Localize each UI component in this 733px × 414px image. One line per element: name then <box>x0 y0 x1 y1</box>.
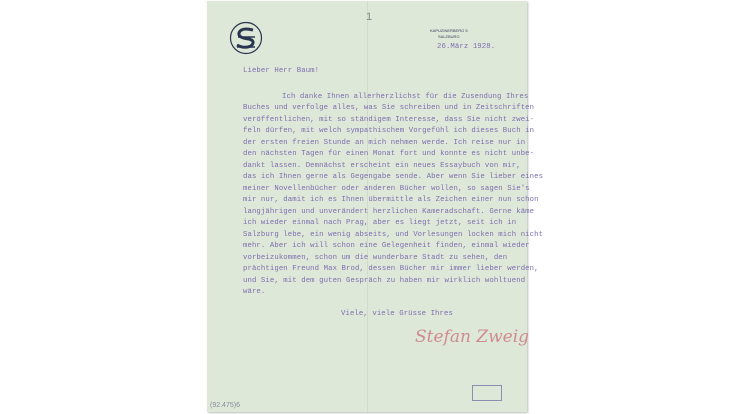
body-line: meiner Novellenbücher oder anderen Bücher wollen, so sagen Sie's <box>243 185 530 193</box>
closing: Viele, viele Grüsse Ihres <box>341 310 453 318</box>
body-line: vorbeizukommen, schon um die wunderbare Stadt zu sehen, den <box>243 254 508 262</box>
body-line: den nächsten Tagen für einen Monat fort und konnte es nicht unbe- <box>243 150 535 158</box>
letterhead-address <box>430 28 468 40</box>
letter-date: 26.März 1928. <box>437 43 496 51</box>
monogram-logo <box>229 21 263 55</box>
address-line: KAPUZINERBERG 5 <box>430 28 468 33</box>
salutation: Lieber Herr Baum! <box>243 67 320 75</box>
body-line: Salzburg lebe, ein wenig abseits, und Vorlesungen locken mich nicht <box>243 231 544 239</box>
body-line: veröffentlichen, mit so ständigem Interesse, dass Sie nicht zwei- <box>243 116 535 124</box>
body-line: Ich danke Ihnen allerherzlichst für die Zusendung Ihres <box>282 93 529 101</box>
body-line: dankt lassen. Demnächst erscheint ein neues Essaybuch von mir, <box>243 162 521 170</box>
body-line: Buches und verfolge alles, was Sie schreiben und in Zeitschriften <box>243 104 535 112</box>
body-line: feln dürfen, mit welch sympathischem Vorgefühl ich dieses Buch in <box>243 127 535 135</box>
handwritten-signature: Stefan Zweig <box>415 327 530 347</box>
body-line: mir nur, damit ich es Ihnen übermittle als Zeichen einer nun schon <box>243 196 539 204</box>
body-line: wäre. <box>243 288 266 296</box>
body-line: und Sie, mit dem guten Gespräch zu haben mir wirklich wohltuend <box>243 277 526 285</box>
archive-number: (92.475)6 <box>210 402 240 409</box>
body-line: der ersten freien Stunde an mich nehmen werde. Ich reise nur in <box>243 139 526 147</box>
page-number: 1 <box>366 11 373 23</box>
body-line: das ich Ihnen gerne als Gegengabe sende. Aber wenn Sie lieber eines <box>243 173 544 181</box>
body-line: langjährigen und unverändert herzlichen Kameradschaft. Gerne käme <box>243 208 535 216</box>
body-line: prächtigen Freund Max Brod, dessen Bücher mir immer lieber werden, <box>243 265 539 273</box>
fold-line <box>367 1 368 412</box>
address-line: SALZBURG <box>438 34 460 39</box>
body-line: mehr. Aber ich will schon eine Gelegenheit finden, einmal wieder <box>243 242 530 250</box>
body-line: ich wieder einmal nach Prag, aber es liegt jetzt, seit ich in <box>243 219 517 227</box>
archive-stamp <box>472 385 502 401</box>
